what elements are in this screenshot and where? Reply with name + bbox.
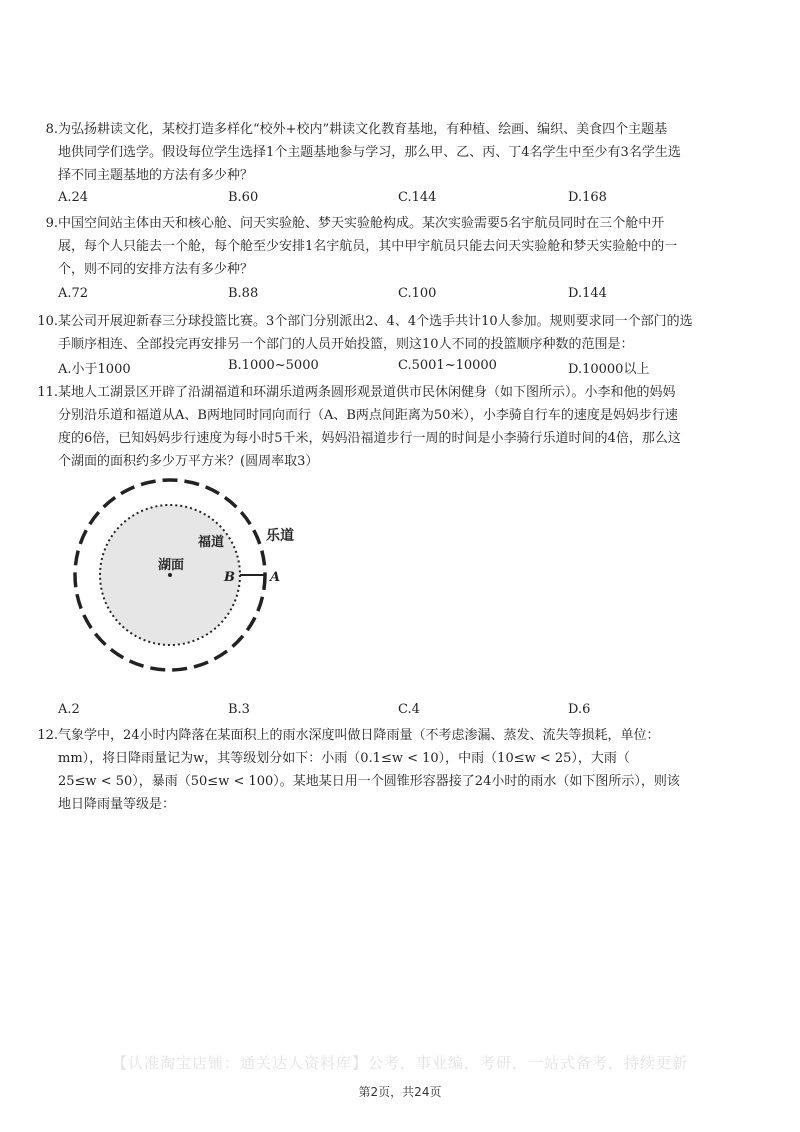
question-10-options xyxy=(58,358,778,380)
question-number: 10. xyxy=(37,314,58,329)
option-c: C.100 xyxy=(398,286,437,301)
page-number: 第2页，共24页 xyxy=(358,1085,442,1099)
question-text-line: 个湖面的面积约多少万平方米？(圆周率取3） xyxy=(58,454,319,469)
point-a-label: A xyxy=(270,570,281,585)
option-c: C.5001~10000 xyxy=(398,358,497,373)
point-b-label: B xyxy=(224,570,235,585)
question-number: 8. xyxy=(45,122,58,137)
question-9 xyxy=(30,212,770,281)
question-text-line: 地供同学们选学。假设每位学生选择1个主题基地参与学习，那么甲、乙、丙、丁4名学生中至少有3名学生选 xyxy=(58,145,681,160)
question-text-line: 某公司开展迎新春三分球投篮比赛。3个部门分别派出2、4、4个选手共计10人参加。规则要求同一个部门的选 xyxy=(58,314,693,329)
question-text-line: 地日降雨量等级是： xyxy=(58,797,176,812)
option-d: D.10000以上 xyxy=(568,362,650,377)
outer-path-label: 乐道 xyxy=(266,528,294,544)
inner-path-label: 福道 xyxy=(198,535,225,550)
question-text-line: mm），将日降雨量记为w，其等级划分如下：小雨（0.1≤w < 10），中雨（10≤w < 25），大雨（ xyxy=(58,751,630,766)
option-b: B.1000~5000 xyxy=(228,358,319,373)
option-a: A.2 xyxy=(58,702,80,717)
question-8 xyxy=(30,118,770,187)
question-9-options xyxy=(58,286,778,308)
lake-center-dot xyxy=(168,573,172,577)
option-b: B.88 xyxy=(228,286,259,301)
option-c: C.144 xyxy=(398,190,437,205)
question-text-line: 气象学中，24小时内降落在某面积上的雨水深度叫做日降雨量（不考虑渗漏、蒸发、流失等损耗，单位： xyxy=(58,728,660,743)
option-b: B.3 xyxy=(228,702,250,717)
question-text-line: 度的6倍，已知妈妈步行速度为每小时5千米，妈妈沿福道步行一周的时间是小李骑行乐道时间的4倍，那么这 xyxy=(58,431,681,446)
question-11-options xyxy=(58,702,778,724)
question-text-line: 择不同主题基地的方法有多少种？ xyxy=(58,168,254,183)
option-d: D.6 xyxy=(568,702,591,717)
option-a: A.小于1000 xyxy=(58,362,131,377)
question-text-line: 中国空间站主体由天和核心舱、问天实验舱、梦天实验舱构成。某次实验需要5名宇航员同时在三个舱中开 xyxy=(58,216,665,231)
question-text-line: 分别沿乐道和福道从A、B两地同时同向而行（A、B两点间距离为50米），小李骑自行车的速度是妈妈步行速 xyxy=(58,408,678,423)
question-text-line: 个，则不同的安排方法有多少种？ xyxy=(58,262,254,277)
option-c: C.4 xyxy=(398,702,420,717)
option-b: B.60 xyxy=(228,190,259,205)
question-text-line: 展，每个人只能去一个舱，每个舱至少安排1名宇航员，其中甲宇航员只能去问天实验舱和梦天实验舱中的一 xyxy=(58,239,678,254)
question-12 xyxy=(30,724,770,816)
option-d: D.144 xyxy=(568,286,607,301)
question-text-line: 25≤w < 50），暴雨（50≤w < 100）。某地某日用一个圆锥形容器接了24小时的雨水（如下图所示），则该 xyxy=(58,774,680,789)
question-text-line: 手顺序相连、全部投完再安排另一个部门的人员开始投篮，则这10人不同的投篮顺序种数的范围是： xyxy=(58,337,634,352)
question-number: 12. xyxy=(37,728,58,743)
question-10 xyxy=(30,310,770,356)
option-a: A.24 xyxy=(58,190,89,205)
question-11 xyxy=(30,381,770,473)
option-d: D.168 xyxy=(568,190,607,205)
question-number: 11. xyxy=(37,385,58,400)
lake-diagram xyxy=(60,470,320,690)
lake-label: 湖面 xyxy=(158,558,185,573)
question-8-options xyxy=(58,190,778,212)
watermark-text: 【认准淘宝店铺：通关达人资料库】公考，事业编，考研，一站式备考，持续更新 xyxy=(111,1054,688,1072)
question-text-line: 为弘扬耕读文化，某校打造多样化“校外+校内”耕读文化教育基地，有种植、绘画、编织、美食四个主题基 xyxy=(58,122,668,137)
option-a: A.72 xyxy=(58,286,89,301)
question-number: 9. xyxy=(45,216,58,231)
question-text-line: 某地人工湖景区开辟了沿湖福道和环湖乐道两条圆形观景道供市民休闲健身（如下图所示）。小李和他的妈妈 xyxy=(58,385,676,400)
